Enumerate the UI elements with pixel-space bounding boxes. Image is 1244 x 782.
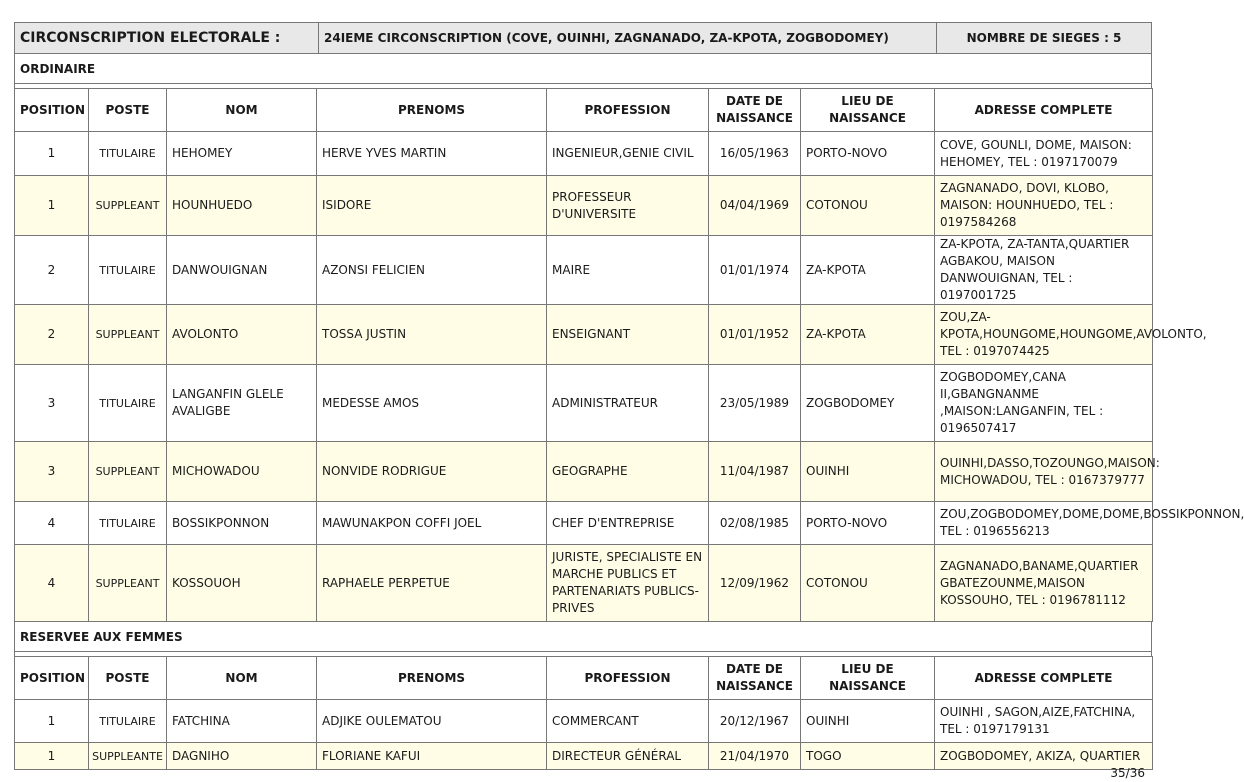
column-header: NOM <box>167 89 317 132</box>
cell-poste: TITULAIRE <box>89 502 167 545</box>
cell-nom: BOSSIKPONNON <box>167 502 317 545</box>
table-header-row <box>15 657 1153 700</box>
cell-prenoms: TOSSA JUSTIN <box>317 305 547 365</box>
cell-prenoms: HERVE YVES MARTIN <box>317 132 547 176</box>
cell-position: 2 <box>15 236 89 305</box>
cell-poste: TITULAIRE <box>89 700 167 743</box>
cell-adresse: ZOGBODOMEY,CANA II,GBANGNANME ,MAISON:LANGANFIN, TEL : 0196507417 <box>935 365 1153 442</box>
cell-poste: SUPPLEANT <box>89 442 167 502</box>
sections-container <box>14 54 1244 770</box>
column-header: PROFESSION <box>547 657 709 700</box>
cell-nom: KOSSOUOH <box>167 545 317 622</box>
candidates-table <box>14 88 1244 622</box>
cell-poste: TITULAIRE <box>89 132 167 176</box>
cell-adresse: OUINHI , SAGON,AIZE,FATCHINA, TEL : 0197179131 <box>935 700 1153 743</box>
circonscription-label: CIRCONSCRIPTION ELECTORALE : <box>15 23 319 53</box>
cell-poste: TITULAIRE <box>89 365 167 442</box>
cell-adresse: OUINHI,DASSO,TOZOUNGO,MAISON: MICHOWADOU, TEL : 0167379777 <box>935 442 1153 502</box>
cell-nom: AVOLONTO <box>167 305 317 365</box>
cell-adresse: ZOGBODOMEY, AKIZA, QUARTIER <box>935 743 1153 770</box>
cell-date: 01/01/1952 <box>709 305 801 365</box>
table-row <box>15 743 1153 770</box>
cell-profession: GEOGRAPHE <box>547 442 709 502</box>
cell-date: 23/05/1989 <box>709 365 801 442</box>
cell-date: 04/04/1969 <box>709 176 801 236</box>
cell-lieu: COTONOU <box>801 545 935 622</box>
cell-lieu: TOGO <box>801 743 935 770</box>
cell-profession: DIRECTEUR GÉNÉRAL <box>547 743 709 770</box>
document <box>14 22 1244 770</box>
cell-poste: TITULAIRE <box>89 236 167 305</box>
table-row <box>15 502 1153 545</box>
column-header: POSTE <box>89 657 167 700</box>
cell-position: 1 <box>15 700 89 743</box>
cell-position: 3 <box>15 442 89 502</box>
cell-position: 4 <box>15 502 89 545</box>
candidates-table <box>14 656 1153 770</box>
cell-nom: HOUNHUEDO <box>167 176 317 236</box>
cell-date: 02/08/1985 <box>709 502 801 545</box>
cell-prenoms: RAPHAELE PERPETUE <box>317 545 547 622</box>
section-title: RESERVEE AUX FEMMES <box>14 622 1152 652</box>
circonscription-value: 24IEME CIRCONSCRIPTION (COVE, OUINHI, ZAGNANADO, ZA-KPOTA, ZOGBODOMEY) <box>319 23 937 53</box>
cell-position: 1 <box>15 176 89 236</box>
cell-position: 1 <box>15 743 89 770</box>
cell-lieu: OUINHI <box>801 700 935 743</box>
cell-lieu: ZA-KPOTA <box>801 305 935 365</box>
cell-adresse: ZOU,ZOGBODOMEY,DOME,DOME,BOSSIKPONNON, TEL : 0196556213 <box>935 502 1153 545</box>
cell-prenoms: MAWUNAKPON COFFI JOEL <box>317 502 547 545</box>
cell-adresse: ZA-KPOTA, ZA-TANTA,QUARTIER AGBAKOU, MAISON DANWOUIGNAN, TEL : 0197001725 <box>935 236 1153 305</box>
cell-position: 4 <box>15 545 89 622</box>
cell-nom: DAGNIHO <box>167 743 317 770</box>
cell-date: 16/05/1963 <box>709 132 801 176</box>
cell-poste: SUPPLEANTE <box>89 743 167 770</box>
cell-prenoms: ADJIKE OULEMATOU <box>317 700 547 743</box>
column-header: ADRESSE COMPLETE <box>935 89 1153 132</box>
column-header: PRENOMS <box>317 657 547 700</box>
column-header: POSITION <box>15 89 89 132</box>
cell-profession: MAIRE <box>547 236 709 305</box>
cell-prenoms: MEDESSE AMOS <box>317 365 547 442</box>
cell-poste: SUPPLEANT <box>89 545 167 622</box>
cell-profession: INGENIEUR,GENIE CIVIL <box>547 132 709 176</box>
circonscription-bar <box>14 22 1152 54</box>
cell-nom: MICHOWADOU <box>167 442 317 502</box>
cell-prenoms: FLORIANE KAFUI <box>317 743 547 770</box>
cell-profession: COMMERCANT <box>547 700 709 743</box>
table-row <box>15 545 1153 622</box>
cell-nom: LANGANFIN GLELE AVALIGBE <box>167 365 317 442</box>
cell-poste: SUPPLEANT <box>89 305 167 365</box>
cell-position: 1 <box>15 132 89 176</box>
cell-profession: ADMINISTRATEUR <box>547 365 709 442</box>
cell-lieu: PORTO-NOVO <box>801 502 935 545</box>
table-row <box>15 442 1153 502</box>
cell-date: 12/09/1962 <box>709 545 801 622</box>
table-row <box>15 236 1153 305</box>
seats-count: NOMBRE DE SIEGES : 5 <box>966 31 1122 45</box>
column-header: LIEU DE NAISSANCE <box>801 657 935 700</box>
column-header: POSITION <box>15 657 89 700</box>
cell-profession: ENSEIGNANT <box>547 305 709 365</box>
column-header: ADRESSE COMPLETE <box>935 657 1153 700</box>
column-header: DATE DE NAISSANCE <box>709 89 801 132</box>
cell-date: 21/04/1970 <box>709 743 801 770</box>
table-row <box>15 700 1153 743</box>
cell-adresse: COVE, GOUNLI, DOME, MAISON: HEHOMEY, TEL : 0197170079 <box>935 132 1153 176</box>
cell-prenoms: ISIDORE <box>317 176 547 236</box>
cell-profession: PROFESSEUR D'UNIVERSITE <box>547 176 709 236</box>
cell-lieu: COTONOU <box>801 176 935 236</box>
table-row <box>15 305 1153 365</box>
cell-adresse: ZOU,ZA-KPOTA,HOUNGOME,HOUNGOME,AVOLONTO, TEL : 0197074425 <box>935 305 1153 365</box>
cell-position: 3 <box>15 365 89 442</box>
cell-lieu: PORTO-NOVO <box>801 132 935 176</box>
table-row <box>15 132 1153 176</box>
cell-lieu: ZOGBODOMEY <box>801 365 935 442</box>
cell-date: 20/12/1967 <box>709 700 801 743</box>
table-row <box>15 176 1153 236</box>
table-header-row <box>15 89 1153 132</box>
cell-prenoms: AZONSI FELICIEN <box>317 236 547 305</box>
cell-adresse: ZAGNANADO, DOVI, KLOBO, MAISON: HOUNHUEDO, TEL : 0197584268 <box>935 176 1153 236</box>
cell-nom: HEHOMEY <box>167 132 317 176</box>
cell-poste: SUPPLEANT <box>89 176 167 236</box>
cell-date: 01/01/1974 <box>709 236 801 305</box>
page-number: 35/36 <box>1110 766 1145 780</box>
table-row <box>15 365 1153 442</box>
cell-nom: DANWOUIGNAN <box>167 236 317 305</box>
cell-nom: FATCHINA <box>167 700 317 743</box>
section-title: ORDINAIRE <box>14 54 1152 84</box>
column-header: PROFESSION <box>547 89 709 132</box>
cell-lieu: ZA-KPOTA <box>801 236 935 305</box>
cell-date: 11/04/1987 <box>709 442 801 502</box>
cell-profession: JURISTE, SPECIALISTE EN MARCHE PUBLICS ET PARTENARIATS PUBLICS-PRIVES <box>547 545 709 622</box>
cell-position: 2 <box>15 305 89 365</box>
column-header: LIEU DE NAISSANCE <box>801 89 935 132</box>
column-header: PRENOMS <box>317 89 547 132</box>
column-header: POSTE <box>89 89 167 132</box>
cell-profession: CHEF D'ENTREPRISE <box>547 502 709 545</box>
column-header: DATE DE NAISSANCE <box>709 657 801 700</box>
cell-lieu: OUINHI <box>801 442 935 502</box>
column-header: NOM <box>167 657 317 700</box>
cell-adresse: ZAGNANADO,BANAME,QUARTIER GBATEZOUNME,MAISON KOSSOUHO, TEL : 0196781112 <box>935 545 1153 622</box>
cell-prenoms: NONVIDE RODRIGUE <box>317 442 547 502</box>
